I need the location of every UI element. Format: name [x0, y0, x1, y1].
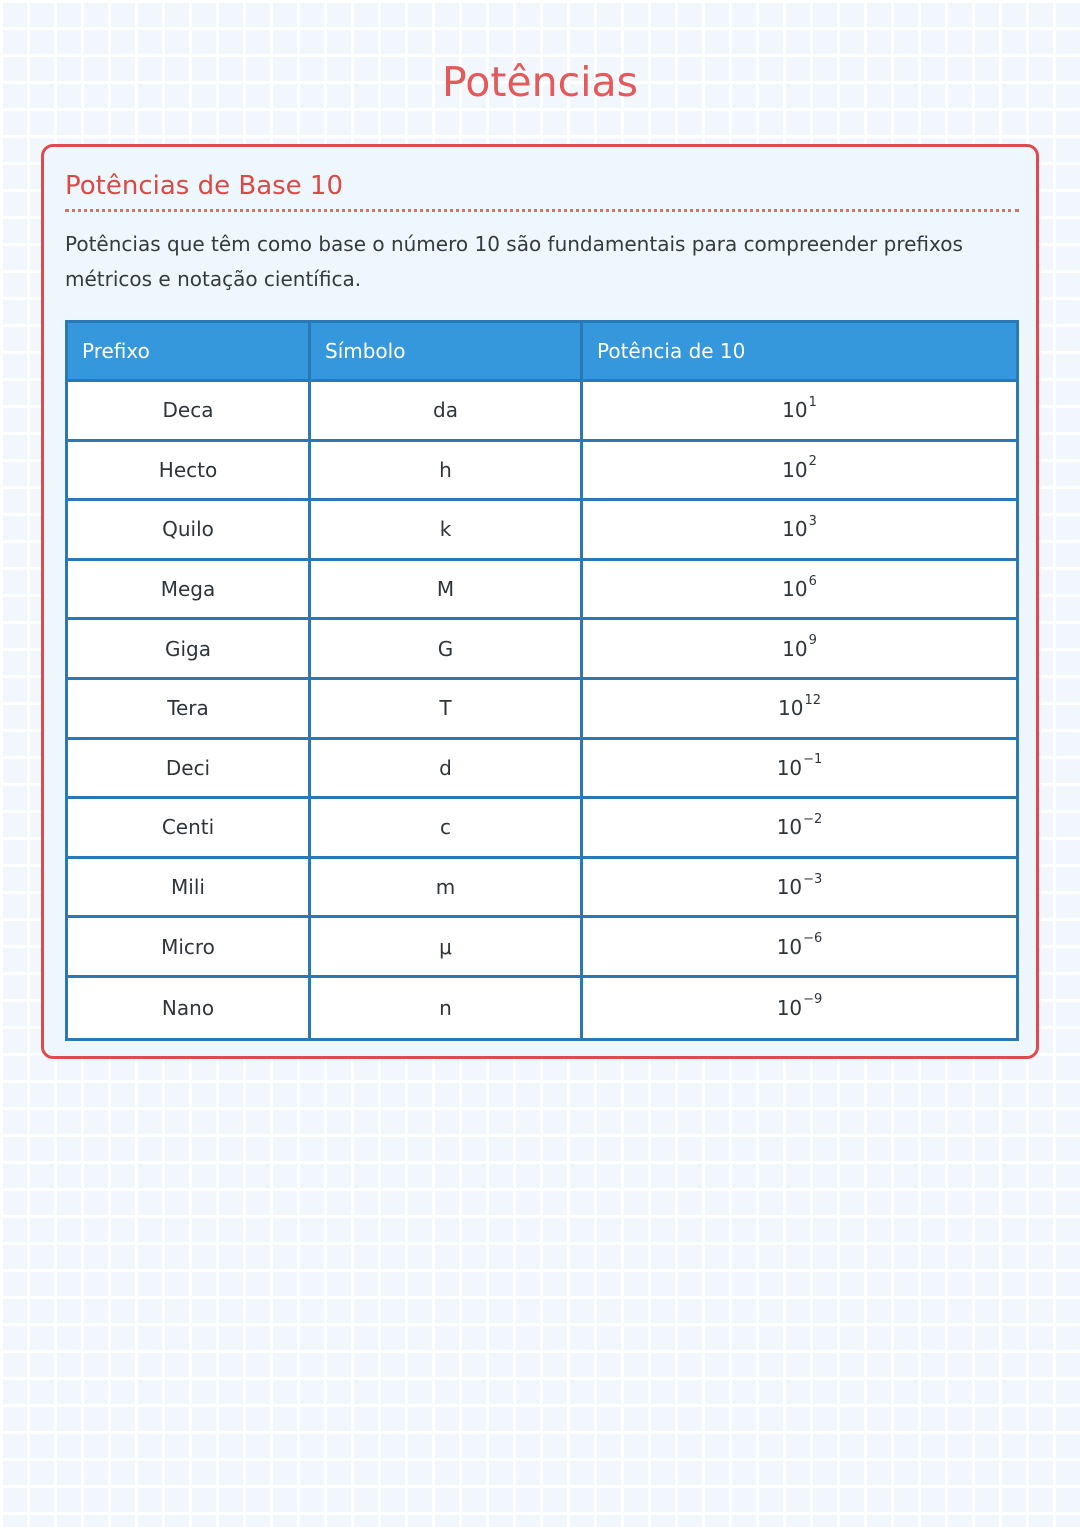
table-row: [68, 620, 1016, 680]
power-exponent: 1: [808, 394, 817, 410]
prefix-cell: Deci: [68, 740, 311, 797]
power-base: 10: [782, 577, 808, 602]
prefix-cell: Micro: [68, 918, 311, 975]
power-base: 10: [778, 696, 804, 721]
symbol-cell: T: [311, 680, 583, 737]
power-cell: [583, 918, 1016, 975]
table-header-row: [68, 323, 1016, 382]
power-cell: [583, 978, 1016, 1038]
power-exponent: −2: [803, 811, 823, 827]
power-cell: [583, 501, 1016, 558]
symbol-cell: h: [311, 442, 583, 499]
power-cell: [583, 620, 1016, 677]
power-base: 10: [776, 934, 803, 959]
table-row: [68, 501, 1016, 561]
power-exponent: 3: [808, 513, 817, 529]
symbol-cell: da: [311, 382, 583, 439]
symbol-cell: M: [311, 561, 583, 618]
power-exponent: −3: [803, 871, 823, 887]
prefix-cell: Nano: [68, 978, 311, 1038]
prefix-cell: Mega: [68, 561, 311, 618]
table-row: [68, 561, 1016, 621]
prefix-cell: Quilo: [68, 501, 311, 558]
symbol-cell: n: [311, 978, 583, 1038]
header-symbol: Símbolo: [311, 323, 583, 379]
power-base: 10: [782, 457, 808, 482]
prefix-cell: Hecto: [68, 442, 311, 499]
table-row: [68, 918, 1016, 978]
table-row: [68, 740, 1016, 800]
power-exponent: 2: [808, 454, 817, 470]
symbol-cell: d: [311, 740, 583, 797]
table-row: [68, 799, 1016, 859]
power-base: 10: [782, 517, 808, 542]
card-title: Potências de Base 10: [65, 171, 344, 201]
power-cell: [583, 799, 1016, 856]
prefix-cell: Deca: [68, 382, 311, 439]
power-exponent: 12: [804, 692, 821, 708]
power-base: 10: [776, 875, 803, 900]
power-exponent: 9: [808, 633, 817, 649]
power-base: 10: [776, 995, 803, 1020]
power-cell: [583, 859, 1016, 916]
prefix-cell: Tera: [68, 680, 311, 737]
power-exponent: 6: [808, 573, 817, 589]
table-row: [68, 382, 1016, 442]
power-cell: [583, 442, 1016, 499]
symbol-cell: m: [311, 859, 583, 916]
prefix-table: [65, 320, 1019, 1041]
power-cell: [583, 740, 1016, 797]
symbol-cell: k: [311, 501, 583, 558]
table-row: [68, 978, 1016, 1038]
dotted-divider: [65, 209, 1019, 212]
prefix-cell: Mili: [68, 859, 311, 916]
card-description: Potências que têm como base o número 10 são fundamentais para compreender prefixos métricos e notação científica.: [65, 232, 963, 291]
power-base: 10: [776, 755, 803, 780]
power-exponent: −9: [803, 992, 823, 1008]
power-base: 10: [782, 636, 808, 661]
prefix-cell: Centi: [68, 799, 311, 856]
header-power: Potência de 10: [597, 339, 746, 363]
table-row: [68, 680, 1016, 740]
power-cell: [583, 561, 1016, 618]
power-cell: [583, 382, 1016, 439]
symbol-cell: μ: [311, 918, 583, 975]
symbol-cell: G: [311, 620, 583, 677]
table-row: [68, 859, 1016, 919]
power-base: 10: [776, 815, 803, 840]
symbol-cell: c: [311, 799, 583, 856]
power-cell: [583, 680, 1016, 737]
header-prefix: Prefixo: [68, 323, 311, 379]
prefix-cell: Giga: [68, 620, 311, 677]
power-base: 10: [782, 398, 808, 423]
power-exponent: −6: [803, 931, 823, 947]
page-title: Potências: [441, 58, 639, 106]
content-card: [41, 144, 1039, 1059]
power-exponent: −1: [803, 752, 823, 768]
table-row: [68, 442, 1016, 502]
